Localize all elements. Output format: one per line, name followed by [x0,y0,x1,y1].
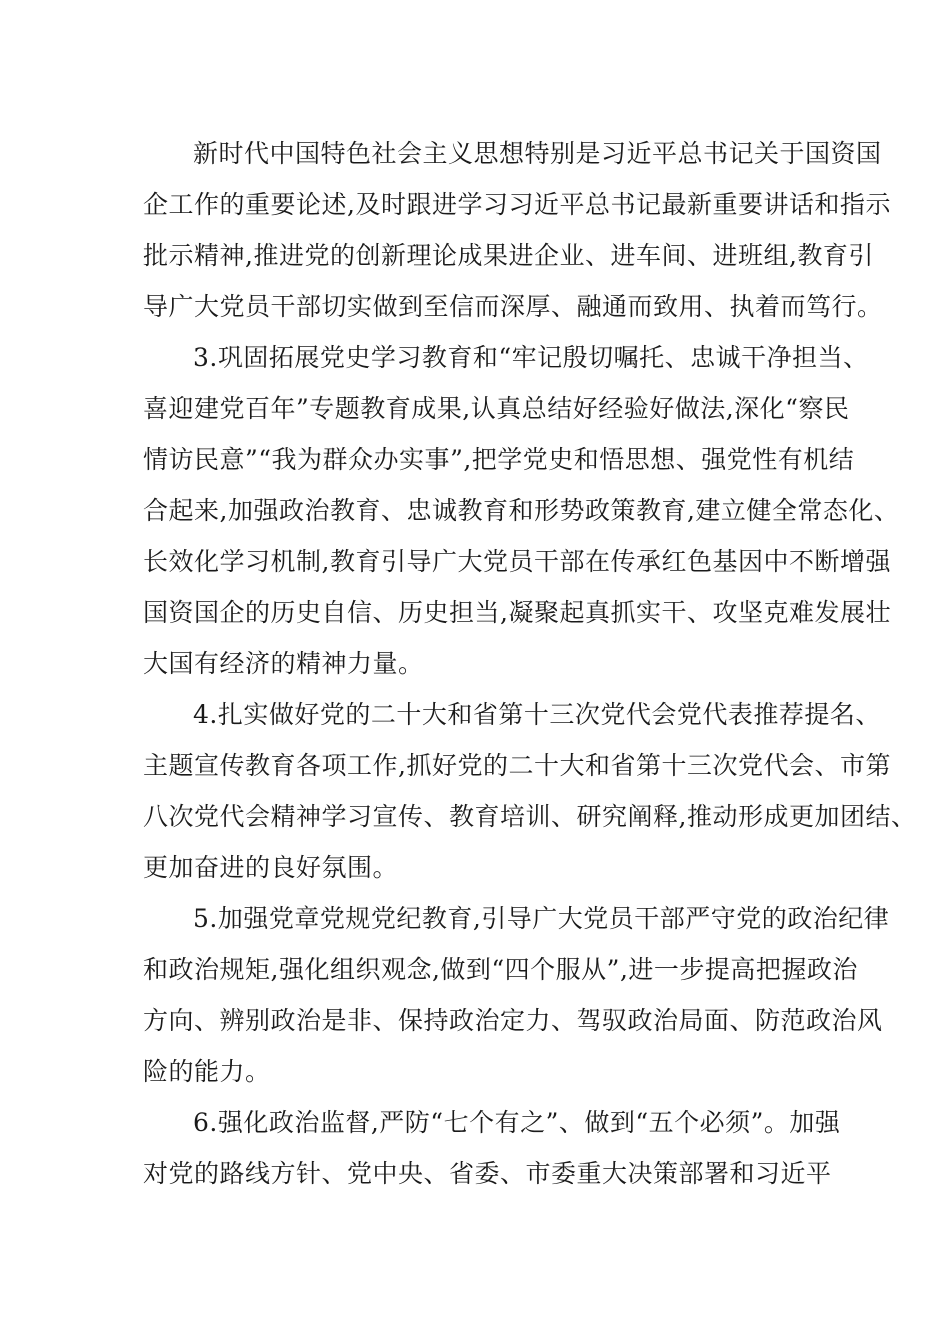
text-line: 6.强化政治监督,严防“七个有之”、做到“五个必须”。加强 [193,1108,841,1137]
text-line: 4.扎实做好党的二十大和省第十三次党代会党代表推荐提名、 [193,700,881,729]
text-line: 喜迎建党百年”专题教育成果,认真总结好经验好做法,深化“察民 [143,394,850,423]
text-line: 八次党代会精神学习宣传、教育培训、研究阐释,推动形成更加团结、 [143,802,917,831]
text-line: 情访民意”“我为群众办实事”,把学党史和悟思想、强党性有机结 [143,445,855,474]
text-line: 险的能力。 [143,1057,271,1086]
text-line: 合起来,加强政治教育、忠诚教育和形势政策教育,建立健全常态化、 [143,496,900,525]
text-line: 更加奋进的良好氛围。 [143,853,399,882]
text-line: 5.加强党章党规党纪教育,引导广大党员干部严守党的政治纪律 [193,904,890,933]
text-line: 新时代中国特色社会主义思想特别是习近平总书记关于国资国 [193,139,882,168]
text-line: 方向、辨别政治是非、保持政治定力、驾驭政治局面、防范政治风 [143,1006,883,1035]
text-line: 大国有经济的精神力量。 [143,649,424,678]
document-body [143,128,917,1199]
text-line: 主题宣传教育各项工作,抓好党的二十大和省第十三次党代会、市第 [143,751,891,780]
text-line: 对党的路线方针、党中央、省委、市委重大决策部署和习近平 [143,1159,832,1188]
text-line: 企工作的重要论述,及时跟进学习习近平总书记最新重要讲话和指示 [143,190,891,219]
text-line: 3.巩固拓展党史学习教育和“牢记殷切嘱托、忠诚干净担当、 [193,343,869,372]
text-line: 和政治规矩,强化组织观念,做到“四个服从”,进一步提高把握政治 [143,955,858,984]
text-line: 国资国企的历史自信、历史担当,凝聚起真抓实干、攻坚克难发展壮 [143,598,891,627]
text-line: 批示精神,推进党的创新理论成果进企业、进车间、进班组,教育引 [143,241,874,270]
text-line: 导广大党员干部切实做到至信而深厚、融通而致用、执着而笃行。 [143,292,883,321]
text-line: 长效化学习机制,教育引导广大党员干部在传承红色基因中不断增强 [143,547,891,576]
